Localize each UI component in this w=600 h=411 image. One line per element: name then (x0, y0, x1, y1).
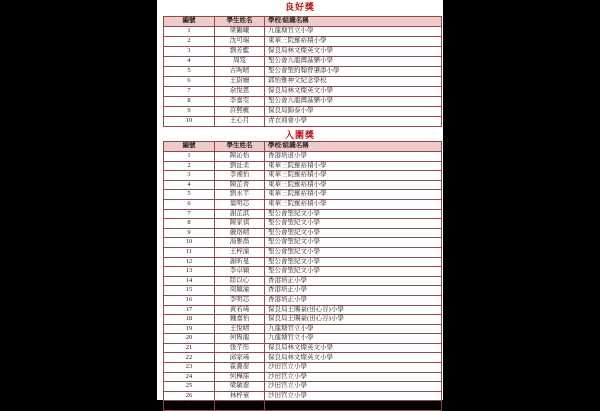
col-header-school-name: 學校/組織名稱 (265, 142, 442, 152)
cell-number: 5 (164, 67, 215, 77)
cell-school-name: 保良局林文燦英文小學 (265, 353, 442, 363)
cell-school-name: 聖公會聖約翰曾肇添小學 (265, 67, 442, 77)
document-page (157, 0, 443, 409)
cell-student-name: 林梓菫 (215, 391, 265, 401)
cell-school-name: 香港培正小學 (265, 276, 442, 286)
table-row (164, 228, 442, 238)
cell-school-name: 九龍塘官立小學 (265, 27, 442, 37)
cell-school-name: 聖公會聖紀文小學 (265, 209, 442, 219)
cell-number: 7 (164, 209, 215, 219)
section-title-finalist-award: 入圍獎 (284, 130, 315, 140)
cell-student-name: 李嘉雯 (215, 97, 265, 107)
cell-student-name: 霍潞蕎 (215, 363, 265, 373)
cell-student-name: 王尉姍 (215, 77, 265, 87)
col-header-school-name: 學校/組織名稱 (265, 17, 442, 27)
cell-student-name: 古昫晴 (215, 67, 265, 77)
cell-student-name: 李湘怡 (215, 171, 265, 181)
cell-school-name: 香港培正小學 (265, 295, 442, 305)
cell-school-name: 聖公會聖紀文小學 (265, 238, 442, 248)
cell-student-name: 葉明芯 (215, 199, 265, 209)
cell-school-name: 聖公會九龍灣基樂小學 (265, 57, 442, 67)
cell-number: 3 (164, 171, 215, 181)
cell-number: 20 (164, 334, 215, 344)
col-header-number: 編號 (164, 142, 215, 152)
cell-number: 17 (164, 305, 215, 315)
table-row (164, 305, 442, 315)
table-row (164, 334, 442, 344)
cell-number: 9 (164, 107, 215, 117)
cell-number: 21 (164, 343, 215, 353)
table-row (164, 77, 442, 87)
cell-number: 1 (164, 27, 215, 37)
cell-school-name: 保良局王賜豪(田心谷)小學 (265, 305, 442, 315)
table-row (164, 47, 442, 57)
table-row (164, 199, 442, 209)
table-row (164, 180, 442, 190)
cell-student-name: 王梓潼 (215, 247, 265, 257)
cell-number: 9 (164, 228, 215, 238)
table-row (164, 219, 442, 229)
table-row (164, 295, 442, 305)
cell-number: 8 (164, 97, 215, 107)
cell-student-name: 余悅恩 (215, 87, 265, 97)
cell-number: 6 (164, 199, 215, 209)
cell-number: 27 (164, 401, 215, 411)
table-row (164, 382, 442, 392)
cell-student-name: 陳芷菁 (215, 180, 265, 190)
table-row (164, 401, 442, 411)
cell-school-name: 青衣商會小學 (265, 117, 442, 127)
cell-school-name: 九龍塘官立小學 (265, 324, 442, 334)
cell-number: 14 (164, 276, 215, 286)
cell-school-name: 聖公會九龍灣基樂小學 (265, 97, 442, 107)
table-row (164, 276, 442, 286)
table-row (164, 267, 442, 277)
cell-school-name: 東華三院羅裕積小學 (265, 37, 442, 47)
table-row (164, 97, 442, 107)
cell-student-name: 黃若琋 (215, 305, 265, 315)
table-row (164, 87, 442, 97)
cell-number: 2 (164, 161, 215, 171)
good-award-table (163, 16, 442, 127)
cell-number: 12 (164, 257, 215, 267)
table-header-row (164, 17, 442, 27)
cell-school-name: 九龍塘官立小學 (265, 334, 442, 344)
cell-school-name (265, 401, 442, 411)
table-row (164, 363, 442, 373)
cell-school-name: 沙田官立小學 (265, 363, 442, 373)
cell-student-name: 謝芷淇 (215, 209, 265, 219)
cell-student-name: 陸以心 (215, 276, 265, 286)
table-row (164, 161, 442, 171)
cell-student-name (215, 401, 265, 411)
cell-number: 13 (164, 267, 215, 277)
cell-number: 4 (164, 180, 215, 190)
table-row (164, 315, 442, 325)
cell-school-name: 沙田官立小學 (265, 391, 442, 401)
cell-number: 10 (164, 238, 215, 248)
table-row (164, 209, 442, 219)
cell-student-name: 劉沚柔 (215, 161, 265, 171)
cell-school-name: 沙田官立小學 (265, 372, 442, 382)
cell-student-name: 王心月 (215, 117, 265, 127)
cell-number: 4 (164, 57, 215, 67)
table-row (164, 190, 442, 200)
cell-student-name: 周笈 (215, 57, 265, 67)
cell-number: 23 (164, 363, 215, 373)
cell-student-name: 嚴珞晴 (215, 228, 265, 238)
cell-student-name: 陳家祺 (215, 219, 265, 229)
cell-student-name: 劉永芊 (215, 190, 265, 200)
table-row (164, 57, 442, 67)
cell-student-name: 湯雅喬 (215, 238, 265, 248)
cell-student-name: 何樺霈 (215, 372, 265, 382)
cell-student-name: 周穎潼 (215, 286, 265, 296)
good-award-table-wrap (163, 16, 443, 127)
cell-number: 15 (164, 286, 215, 296)
table-header-row (164, 142, 442, 152)
cell-number: 26 (164, 391, 215, 401)
cell-student-name: 梁敏蕎 (215, 382, 265, 392)
cell-number: 11 (164, 247, 215, 257)
cell-school-name: 東華三院羅裕積小學 (265, 190, 442, 200)
table-row (164, 257, 442, 267)
cell-number: 3 (164, 47, 215, 57)
cell-student-name: 謝昕旻 (215, 257, 265, 267)
finalist-award-table-wrap (163, 141, 443, 411)
cell-student-name: 梁鶴曦 (215, 27, 265, 37)
cell-school-name: 聖公會聖紀文小學 (265, 247, 442, 257)
col-header-number: 編號 (164, 17, 215, 27)
table-row (164, 286, 442, 296)
table-row (164, 238, 442, 248)
cell-school-name: 聖公會聖紀文小學 (265, 257, 442, 267)
table-row (164, 372, 442, 382)
cell-school-name: 郭怡雅神父紀念學校 (265, 77, 442, 87)
table-row (164, 391, 442, 401)
table-row (164, 117, 442, 127)
cell-student-name: 李卓穎 (215, 267, 265, 277)
cell-student-name: 李明芯 (215, 295, 265, 305)
section-title-good-award: 良好獎 (284, 2, 315, 12)
cell-student-name: 沈可瑞 (215, 37, 265, 47)
cell-school-name: 東華三院羅裕積小學 (265, 161, 442, 171)
cell-number: 18 (164, 315, 215, 325)
cell-number: 24 (164, 372, 215, 382)
finalist-award-table (163, 141, 442, 411)
table-row (164, 27, 442, 37)
col-header-student-name: 學生姓名 (215, 142, 265, 152)
cell-school-name: 東華三院羅裕積小學 (265, 180, 442, 190)
cell-school-name: 東華三院羅裕積小學 (265, 171, 442, 181)
cell-student-name: 張芊彤 (215, 343, 265, 353)
table-row (164, 171, 442, 181)
table-row (164, 247, 442, 257)
col-header-student-name: 學生姓名 (215, 17, 265, 27)
table-row (164, 152, 442, 162)
cell-student-name: 王悅晴 (215, 324, 265, 334)
cell-school-name: 沙田官立小學 (265, 382, 442, 392)
cell-number: 6 (164, 77, 215, 87)
table-row (164, 67, 442, 77)
cell-school-name: 香港培道小學 (265, 152, 442, 162)
cell-student-name: 許熙榳 (215, 107, 265, 117)
cell-number: 16 (164, 295, 215, 305)
cell-number: 25 (164, 382, 215, 392)
cell-number: 2 (164, 37, 215, 47)
cell-number: 19 (164, 324, 215, 334)
cell-number: 22 (164, 353, 215, 363)
cell-student-name: 邱家琋 (215, 353, 265, 363)
cell-number: 5 (164, 190, 215, 200)
table-row (164, 107, 442, 117)
cell-school-name: 聖公會聖紀文小學 (265, 267, 442, 277)
cell-student-name: 鍾嘉怡 (215, 315, 265, 325)
cell-school-name: 聖公會聖紀文小學 (265, 219, 442, 229)
table-row (164, 37, 442, 47)
cell-school-name: 保良局林文燦英文小學 (265, 343, 442, 353)
cell-number: 8 (164, 219, 215, 229)
cell-school-name: 香港培正小學 (265, 286, 442, 296)
cell-school-name: 保良局錦泰小學 (265, 107, 442, 117)
cell-student-name: 何雋龍 (215, 334, 265, 344)
table-row (164, 343, 442, 353)
cell-number: 1 (164, 152, 215, 162)
cell-school-name: 聖公會聖紀文小學 (265, 228, 442, 238)
cell-school-name: 保良局王賜豪(田心谷)小學 (265, 315, 442, 325)
cell-school-name: 東華三院羅裕積小學 (265, 199, 442, 209)
table-row (164, 324, 442, 334)
cell-student-name: 劉芳藍 (215, 47, 265, 57)
cell-school-name: 保良局林文燦英文小學 (265, 47, 442, 57)
cell-number: 10 (164, 117, 215, 127)
cell-number: 7 (164, 87, 215, 97)
cell-student-name: 陳沁怡 (215, 152, 265, 162)
cell-school-name: 保良局林文燦英文小學 (265, 87, 442, 97)
table-row (164, 353, 442, 363)
